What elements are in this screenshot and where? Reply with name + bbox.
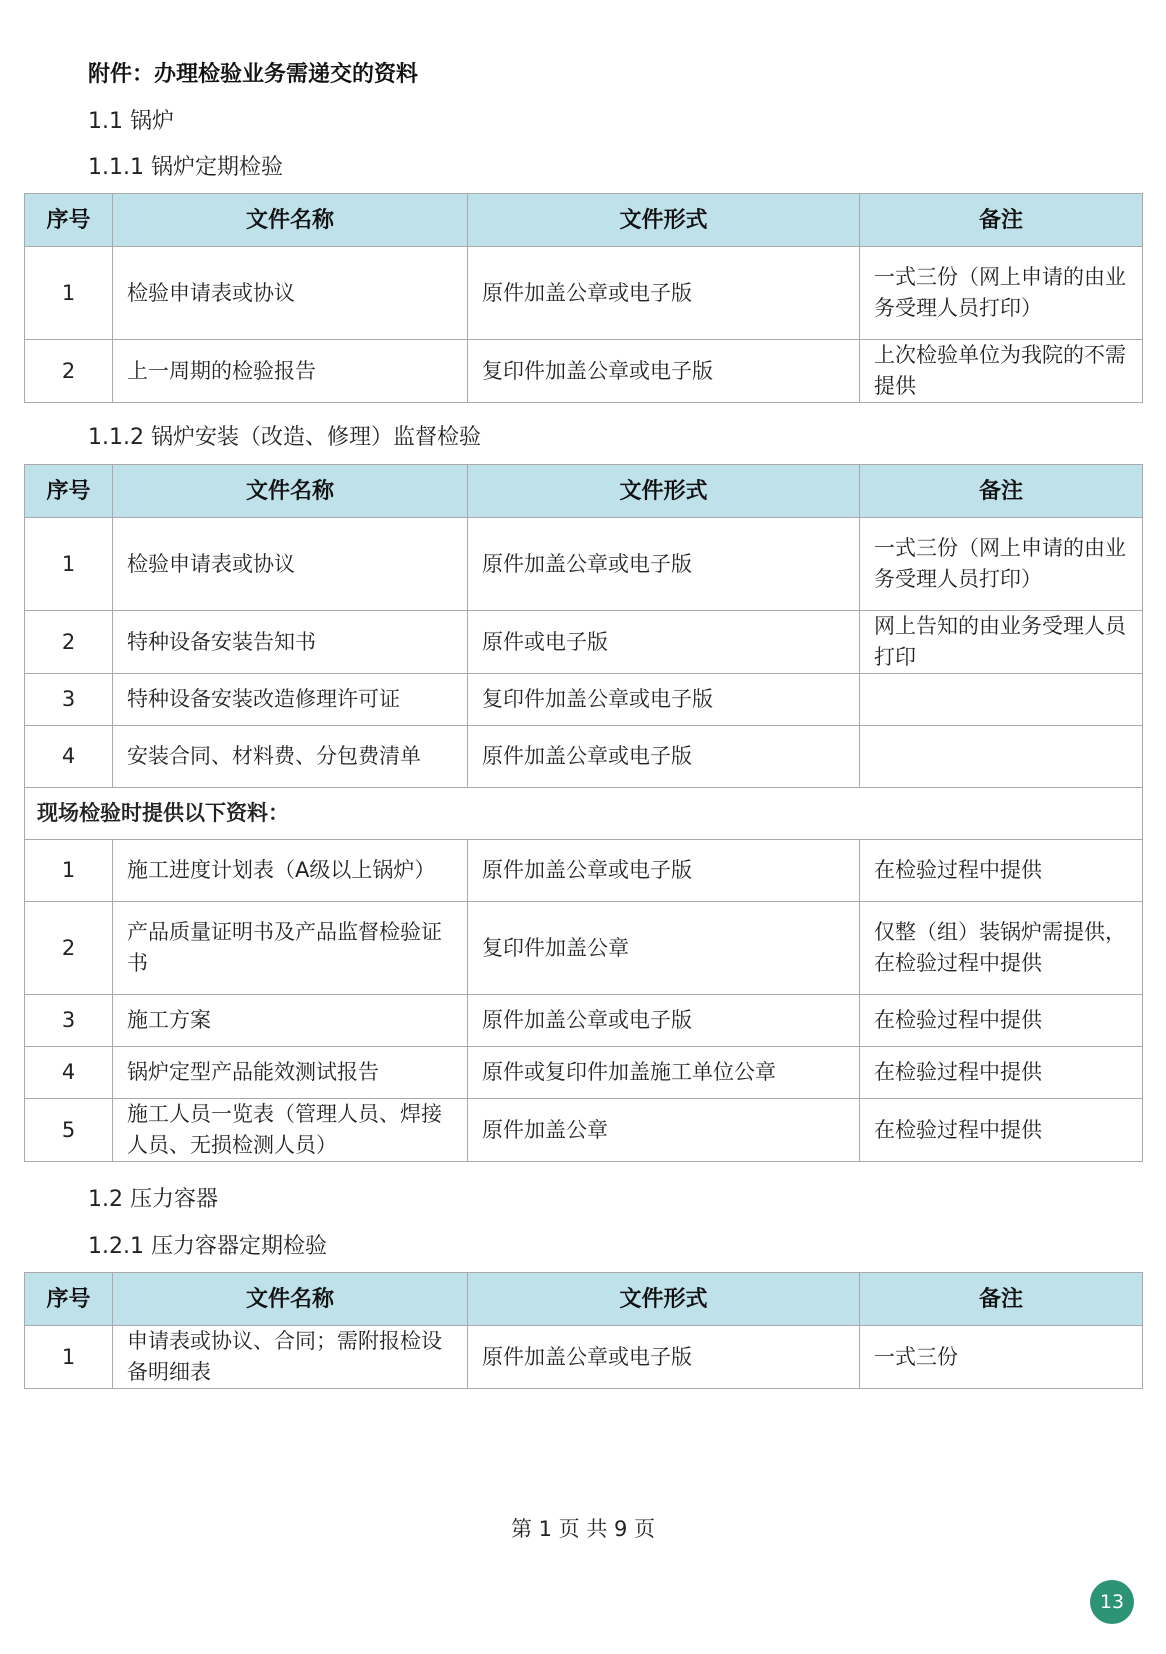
- table-row: [25, 674, 1143, 726]
- col-header-note: 备注: [860, 465, 1143, 518]
- cell-note: 一式三份（网上申请的由业务受理人员打印）: [860, 247, 1143, 340]
- col-header-form: 文件形式: [468, 465, 860, 518]
- page-number-badge: 13: [1090, 1580, 1134, 1624]
- section-label: 现场检验时提供以下资料：: [25, 788, 1143, 840]
- cell-name: 产品质量证明书及产品监督检验证书: [113, 902, 468, 995]
- cell-form: 原件加盖公章或电子版: [468, 726, 860, 788]
- cell-name: 特种设备安装改造修理许可证: [113, 674, 468, 726]
- table-boiler-periodic: [24, 193, 1143, 403]
- cell-name: 锅炉定型产品能效测试报告: [113, 1047, 468, 1099]
- cell-form: 原件加盖公章或电子版: [468, 995, 860, 1047]
- heading-pressure-vessel-periodic: 1.2.1 压力容器定期检验: [88, 1234, 327, 1259]
- table-row: [25, 902, 1143, 995]
- table-boiler-installation: [24, 464, 1143, 1162]
- cell-note: 在检验过程中提供: [860, 995, 1143, 1047]
- heading-pressure-vessel: 1.2 压力容器: [88, 1187, 218, 1212]
- col-header-form: 文件形式: [468, 1273, 860, 1326]
- table-row: [25, 518, 1143, 611]
- cell-note: 仅整（组）装锅炉需提供，在检验过程中提供: [860, 902, 1143, 995]
- cell-name: 申请表或协议、合同；需附报检设备明细表: [113, 1326, 468, 1389]
- cell-form: 原件加盖公章或电子版: [468, 247, 860, 340]
- cell-name: 检验申请表或协议: [113, 518, 468, 611]
- table-row: [25, 995, 1143, 1047]
- cell-note: [860, 726, 1143, 788]
- table-row: [25, 1047, 1143, 1099]
- cell-form: 原件加盖公章或电子版: [468, 1326, 860, 1389]
- cell-no: 2: [25, 902, 113, 995]
- table-row: [25, 1326, 1143, 1389]
- cell-no: 1: [25, 518, 113, 611]
- col-header-name: 文件名称: [113, 1273, 468, 1326]
- col-header-no: 序号: [25, 465, 113, 518]
- cell-name: 安装合同、材料费、分包费清单: [113, 726, 468, 788]
- cell-no: 1: [25, 247, 113, 340]
- cell-no: 2: [25, 340, 113, 403]
- heading-boiler: 1.1 锅炉: [88, 109, 174, 134]
- cell-no: 3: [25, 674, 113, 726]
- document-title: 附件：办理检验业务需递交的资料: [88, 62, 419, 87]
- heading-boiler-periodic: 1.1.1 锅炉定期检验: [88, 155, 283, 180]
- cell-note: [860, 674, 1143, 726]
- cell-name: 上一周期的检验报告: [113, 340, 468, 403]
- cell-note: 在检验过程中提供: [860, 840, 1143, 902]
- col-header-note: 备注: [860, 1273, 1143, 1326]
- col-header-name: 文件名称: [113, 194, 468, 247]
- cell-no: 5: [25, 1099, 113, 1162]
- cell-name: 施工进度计划表（A级以上锅炉）: [113, 840, 468, 902]
- col-header-name: 文件名称: [113, 465, 468, 518]
- table-row: [25, 726, 1143, 788]
- cell-no: 1: [25, 840, 113, 902]
- cell-form: 复印件加盖公章或电子版: [468, 340, 860, 403]
- col-header-no: 序号: [25, 1273, 113, 1326]
- cell-note: 上次检验单位为我院的不需提供: [860, 340, 1143, 403]
- cell-name: 施工人员一览表（管理人员、焊接人员、无损检测人员）: [113, 1099, 468, 1162]
- col-header-note: 备注: [860, 194, 1143, 247]
- cell-form: 原件或电子版: [468, 611, 860, 674]
- cell-form: 原件或复印件加盖施工单位公章: [468, 1047, 860, 1099]
- table-row: [25, 840, 1143, 902]
- cell-no: 2: [25, 611, 113, 674]
- cell-no: 1: [25, 1326, 113, 1389]
- page-footer: 第 1 页 共 9 页: [510, 1517, 656, 1541]
- table-header-row: [25, 1273, 1143, 1326]
- cell-form: 原件加盖公章或电子版: [468, 840, 860, 902]
- table-row: [25, 1099, 1143, 1162]
- cell-note: 在检验过程中提供: [860, 1099, 1143, 1162]
- section-row: [25, 788, 1143, 840]
- cell-no: 4: [25, 1047, 113, 1099]
- cell-form: 复印件加盖公章: [468, 902, 860, 995]
- table-row: [25, 611, 1143, 674]
- table-pressure-vessel-periodic: [24, 1272, 1143, 1389]
- cell-note: 一式三份: [860, 1326, 1143, 1389]
- cell-note: 在检验过程中提供: [860, 1047, 1143, 1099]
- table-header-row: [25, 194, 1143, 247]
- cell-form: 复印件加盖公章或电子版: [468, 674, 860, 726]
- cell-name: 检验申请表或协议: [113, 247, 468, 340]
- cell-form: 原件加盖公章或电子版: [468, 518, 860, 611]
- cell-name: 施工方案: [113, 995, 468, 1047]
- cell-no: 4: [25, 726, 113, 788]
- cell-no: 3: [25, 995, 113, 1047]
- col-header-form: 文件形式: [468, 194, 860, 247]
- cell-form: 原件加盖公章: [468, 1099, 860, 1162]
- cell-note: 一式三份（网上申请的由业务受理人员打印）: [860, 518, 1143, 611]
- col-header-no: 序号: [25, 194, 113, 247]
- table-row: [25, 340, 1143, 403]
- cell-name: 特种设备安装告知书: [113, 611, 468, 674]
- cell-note: 网上告知的由业务受理人员打印: [860, 611, 1143, 674]
- table-row: [25, 247, 1143, 340]
- table-header-row: [25, 465, 1143, 518]
- heading-boiler-installation: 1.1.2 锅炉安装（改造、修理）监督检验: [88, 425, 481, 450]
